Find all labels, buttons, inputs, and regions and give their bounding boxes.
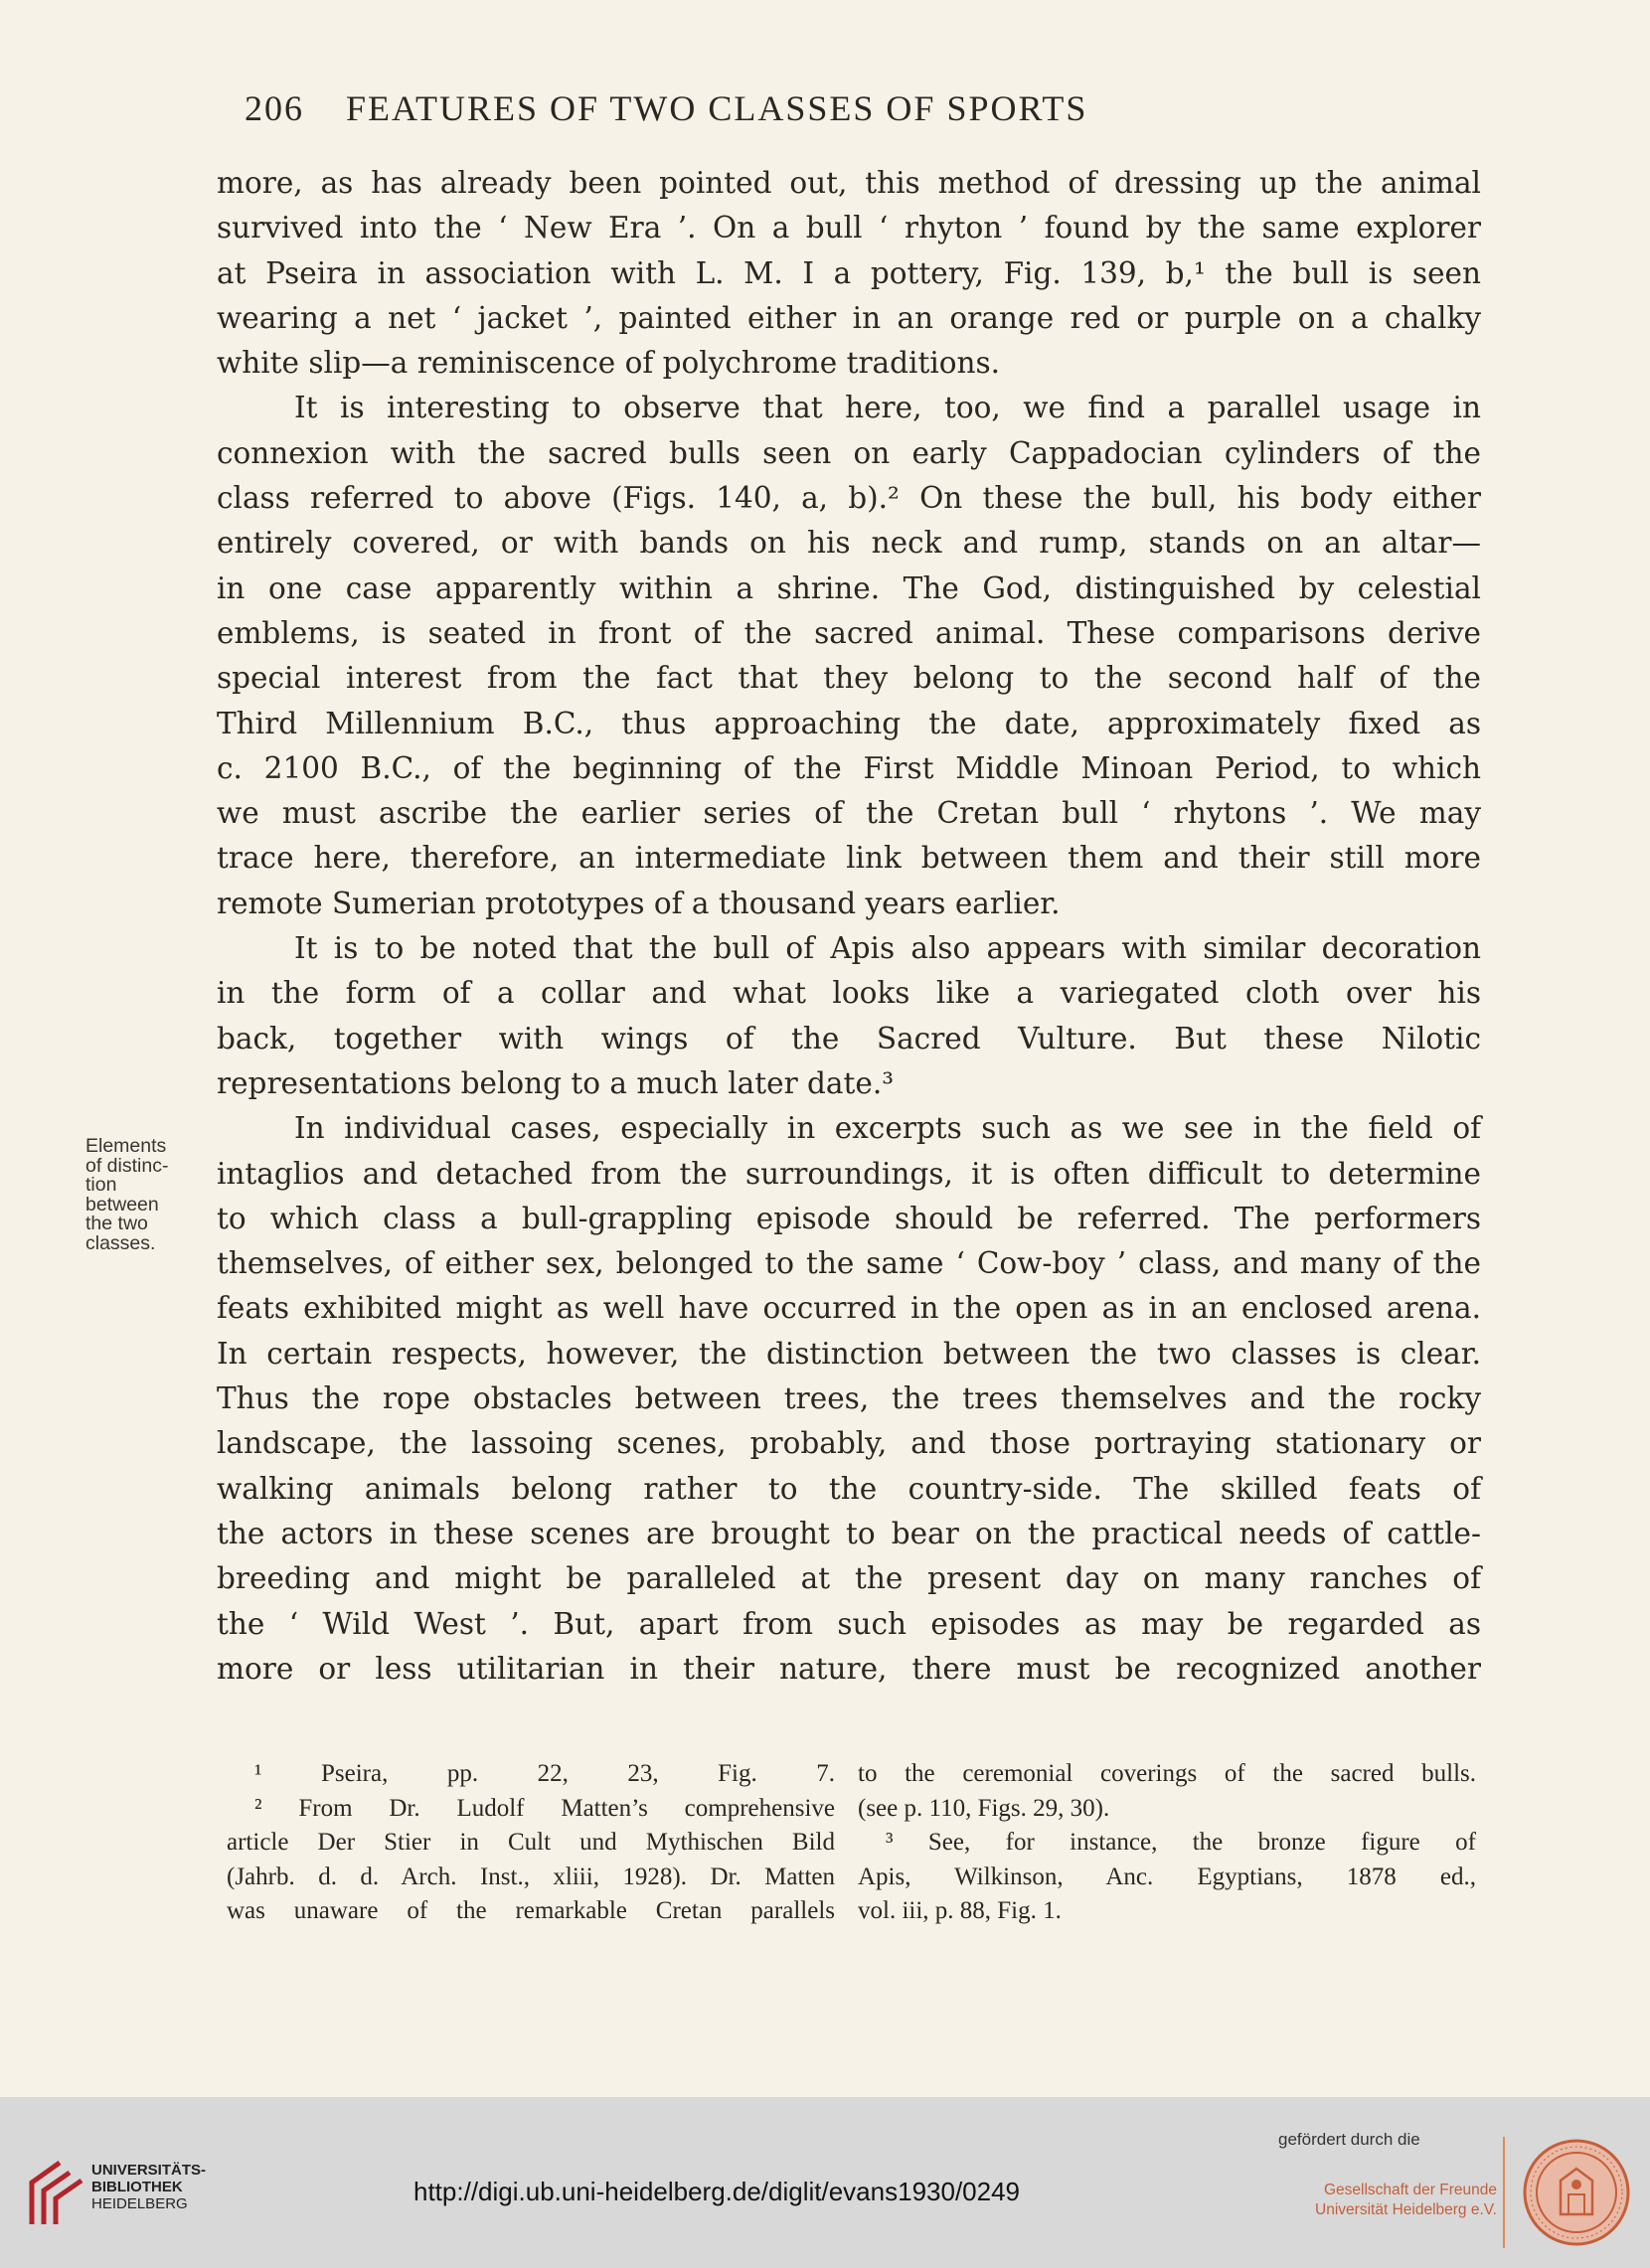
footnotes-left-column xyxy=(227,1757,835,1929)
text-line: survived into the ‘ New Era ’. On a bull ‘ rhyton ’ found by the same explorer xyxy=(217,211,1481,245)
text-line: entirely covered, or with bands on his neck and rump, stands on an altar— xyxy=(217,526,1481,561)
footnote-line: ³ See, for instance, the bronze figure of xyxy=(886,1829,1476,1856)
text-line: to which class a bull-grappling episode should be referred. The performers xyxy=(217,1201,1481,1235)
text-line: more, as has already been pointed out, this method of dressing up the animal xyxy=(217,166,1481,200)
text-line: Thus the rope obstacles between trees, the trees themselves and the rocky xyxy=(217,1381,1481,1416)
marginal-line: tion xyxy=(85,1174,117,1196)
footnote-line: ¹ Pseira, pp. 22, 23, Fig. 7. xyxy=(254,1760,835,1787)
sponsor-name xyxy=(1282,2181,1497,2220)
running-head xyxy=(245,87,1457,129)
text-line: we must ascribe the earlier series of the Cretan bull ‘ rhytons ’. We may xyxy=(217,796,1481,831)
text-line: walking animals belong rather to the country-side. The skilled feats of xyxy=(217,1471,1481,1506)
text-line: at Pseira in association with L. M. I a pottery, Fig. 139, b,¹ the bull is seen xyxy=(217,255,1481,290)
footnotes-right-column xyxy=(858,1757,1476,1929)
text-line: in the form of a collar and what looks like a variegated cloth over his xyxy=(217,976,1481,1011)
text-line: intaglios and detached from the surroundings, it is often difficult to determine xyxy=(217,1156,1481,1191)
footnote-line: ² From Dr. Ludolf Matten’s comprehensive xyxy=(254,1794,835,1822)
library-name-line: HEIDELBERG xyxy=(91,2195,188,2212)
marginal-line: the two xyxy=(85,1213,148,1234)
page-number: 206 xyxy=(245,88,304,128)
text-line: It is to be noted that the bull of Apis also appears with similar decoration xyxy=(294,931,1481,966)
text-line: landscape, the lassoing scenes, probably, and those portraying stationary or xyxy=(217,1426,1481,1461)
sponsor-name-line: Gesellschaft der Freunde xyxy=(1323,2182,1497,2198)
library-logo-icon xyxy=(26,2157,89,2228)
text-line: In certain respects, however, the distinction between the two classes is clear. xyxy=(217,1336,1481,1371)
body-text xyxy=(217,161,1481,1692)
marginal-line: Elements xyxy=(85,1135,167,1157)
footnote-line: to the ceremonial coverings of the sacred bulls. xyxy=(858,1760,1476,1787)
library-name-line: BIBLIOTHEK xyxy=(91,2179,183,2195)
text-line: themselves, of either sex, belonged to the same ‘ Cow-boy ’ class, and many of the xyxy=(217,1246,1481,1281)
text-line: class referred to above (Figs. 140, a, b).² On these the bull, his body either xyxy=(217,481,1481,516)
text-line: representations belong to a much later date.³ xyxy=(217,1065,895,1100)
marginal-line: between xyxy=(85,1193,159,1215)
source-url[interactable]: http://digi.ub.uni-heidelberg.de/diglit/evans1930/0249 xyxy=(413,2177,1021,2206)
text-line: the ‘ Wild West ’. But, apart from such episodes as may be regarded as xyxy=(217,1606,1481,1641)
text-line: white slip—a reminiscence of polychrome traditions. xyxy=(217,346,1001,381)
library-name-line: UNIVERSITÄTS- xyxy=(91,2162,207,2179)
running-title: FEATURES OF TWO CLASSES OF SPORTS xyxy=(346,88,1088,128)
text-line: wearing a net ‘ jacket ’, painted either in an orange red or purple on a chalky xyxy=(217,300,1481,335)
text-line: special interest from the fact that they belong to the second half of the xyxy=(217,661,1481,696)
text-line: In individual cases, especially in excerpts such as we see in the field of xyxy=(294,1111,1481,1146)
text-line: in one case apparently within a shrine. The God, distinguished by celestial xyxy=(217,570,1481,605)
library-name xyxy=(91,2162,206,2212)
footnote-line: vol. iii, p. 88, Fig. 1. xyxy=(858,1897,1062,1924)
footer-divider xyxy=(1503,2137,1505,2248)
footnote-line: article Der Stier in Cult und Mythischen Bild xyxy=(227,1829,835,1856)
sponsor-name-line: Universität Heidelberg e.V. xyxy=(1315,2201,1497,2218)
text-line: Third Millennium B.C., thus approaching the date, approximately fixed as xyxy=(217,706,1481,740)
text-line: the actors in these scenes are brought to bear on the practical needs of cattle- xyxy=(217,1516,1481,1550)
text-line: trace here, therefore, an intermediate link between them and their still more xyxy=(217,841,1481,876)
footnote-line: (see p. 110, Figs. 29, 30). xyxy=(858,1794,1110,1822)
text-line: remote Sumerian prototypes of a thousand years earlier. xyxy=(217,886,1061,920)
footnote-line: was unaware of the remarkable Cretan parallels xyxy=(227,1897,835,1924)
text-line: It is interesting to observe that here, too, we find a parallel usage in xyxy=(294,391,1481,425)
marginal-line: of distinc- xyxy=(85,1154,169,1177)
text-line: breeding and might be paralleled at the present day on many ranches of xyxy=(217,1561,1481,1596)
marginal-line: classes. xyxy=(85,1231,156,1254)
funded-by-label: gefördert durch die xyxy=(1278,2130,1420,2149)
text-line: connexion with the sacred bulls seen on early Cappadocian cylinders of the xyxy=(217,435,1481,470)
text-line: c. 2100 B.C., of the beginning of the First Middle Minoan Period, to which xyxy=(217,750,1481,785)
footnote-line: Apis, Wilkinson, Anc. Egyptians, 1878 ed., xyxy=(858,1863,1476,1890)
footnote-line: (Jahrb. d. d. Arch. Inst., xliii, 1928). Dr. Matten xyxy=(227,1863,835,1890)
text-line: feats exhibited might as well have occurred in the open as in an enclosed arena. xyxy=(217,1291,1481,1326)
university-seal-icon xyxy=(1521,2137,1632,2248)
text-line: emblems, is seated in front of the sacred animal. These comparisons derive xyxy=(217,615,1481,650)
text-line: back, together with wings of the Sacred Vulture. But these Nilotic xyxy=(217,1021,1481,1055)
text-line: more or less utilitarian in their nature, there must be recognized another xyxy=(217,1651,1481,1686)
marginal-note xyxy=(85,1137,195,1253)
